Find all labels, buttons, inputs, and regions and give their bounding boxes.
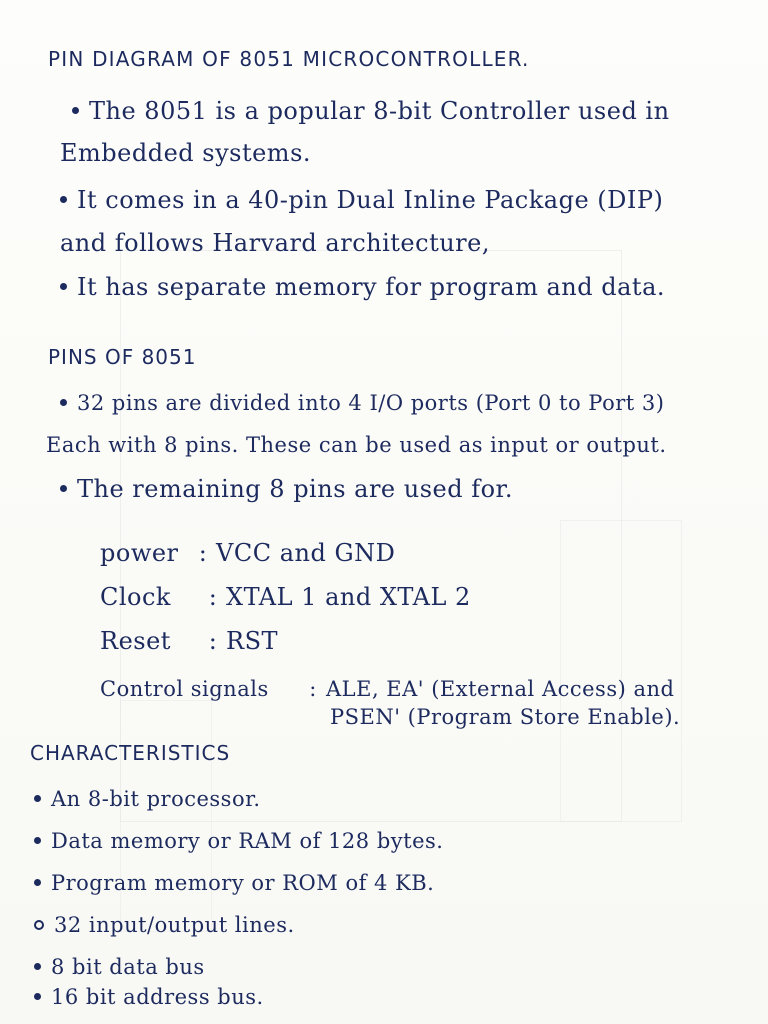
pin-group-label: Reset bbox=[100, 627, 171, 655]
bullet-icon bbox=[34, 963, 41, 970]
pin-group-value: XTAL 1 and XTAL 2 bbox=[226, 583, 471, 611]
section-heading: PINS OF 8051 bbox=[48, 345, 197, 369]
pin-group-label: power bbox=[100, 539, 179, 567]
pin-group-label: Control signals bbox=[100, 677, 269, 701]
characteristic-item: 32 input/output lines. bbox=[34, 910, 295, 940]
bullet-icon bbox=[34, 993, 41, 1000]
pins-line: The remaining 8 pins are used for. bbox=[60, 474, 513, 504]
pin-group-row: Reset : RST bbox=[100, 627, 279, 655]
bullet-icon bbox=[60, 283, 67, 290]
pin-group-row: power : VCC and GND bbox=[100, 539, 396, 567]
pins-line: 32 pins are divided into 4 I/O ports (Port 0 to Port 3) bbox=[60, 388, 664, 418]
characteristic-item: An 8-bit processor. bbox=[34, 784, 261, 814]
page-title: PIN DIAGRAM OF 8051 MICROCONTROLLER. bbox=[48, 47, 530, 71]
bullet-icon bbox=[60, 399, 67, 406]
pin-group-row: Control signals : ALE, EA' (External Access) and bbox=[100, 674, 674, 704]
intro-line: It has separate memory for program and data. bbox=[60, 272, 665, 302]
characteristic-item: Program memory or ROM of 4 KB. bbox=[34, 868, 434, 898]
intro-line: Embedded systems. bbox=[60, 139, 312, 167]
intro-line: and follows Harvard architecture, bbox=[60, 229, 490, 257]
pin-group-value: RST bbox=[226, 627, 279, 655]
pin-group-continuation: PSEN' (Program Store Enable). bbox=[330, 705, 681, 729]
characteristic-item: 16 bit address bus. bbox=[34, 982, 264, 1012]
bullet-icon bbox=[34, 920, 44, 930]
intro-line: It comes in a 40-pin Dual Inline Package (DIP) bbox=[60, 185, 663, 215]
characteristic-item: 8 bit data bus bbox=[34, 952, 205, 982]
characteristic-item: Data memory or RAM of 128 bytes. bbox=[34, 826, 443, 856]
pins-line: Each with 8 pins. These can be used as input or output. bbox=[46, 433, 667, 457]
bleed-through-diagram bbox=[560, 520, 682, 822]
pin-group-value: VCC and GND bbox=[216, 539, 396, 567]
bullet-icon bbox=[34, 837, 41, 844]
intro-line: The 8051 is a popular 8-bit Controller used in bbox=[72, 96, 670, 126]
pin-group-value: ALE, EA' (External Access) and bbox=[326, 677, 675, 701]
bullet-icon bbox=[60, 196, 67, 203]
section-heading: CHARACTERISTICS bbox=[30, 741, 231, 765]
bullet-icon bbox=[72, 107, 79, 114]
pin-group-label: Clock bbox=[100, 583, 171, 611]
bullet-icon bbox=[34, 879, 41, 886]
bullet-icon bbox=[34, 795, 41, 802]
pin-group-row: Clock : XTAL 1 and XTAL 2 bbox=[100, 583, 471, 611]
bullet-icon bbox=[60, 485, 67, 492]
